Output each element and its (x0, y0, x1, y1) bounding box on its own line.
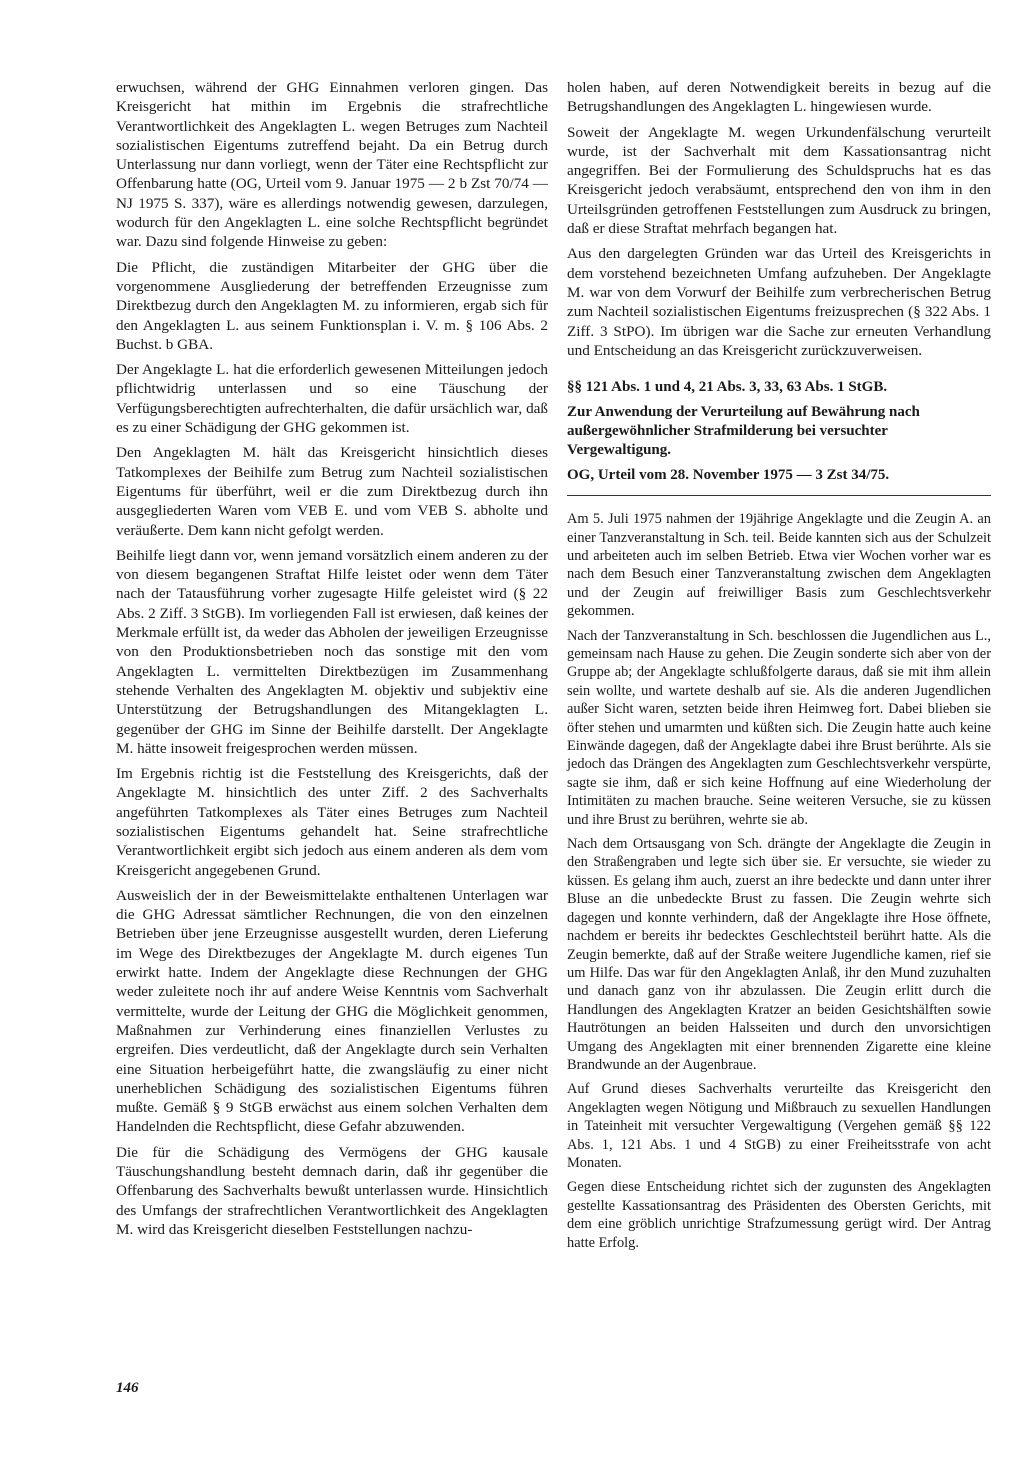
paragraph: Der Angeklagte L. hat die erforderlich gewesenen Mitteilungen jedoch pflichtwidrig unterlassen und so eine Täuschung der Verfügungsberechtigten aufrechterhalten, die dafür ursächlich war, daß es zu einer Schädigung der GHG gekommen ist. (116, 361, 548, 437)
right-column (567, 78, 991, 1258)
paragraph: Die für die Schädigung des Vermögens der GHG kausale Täuschungshandlung besteht demnach darin, daß ihr gegenüber die Offenbarung des Sachverhalts bewußt unterlassen wurde. Hinsichtlich des Umfangs der strafrechtlichen Verantwortlichkeit des Angeklagten M. wird das Kreisgericht dieselben Feststellungen nachzu- (116, 1143, 548, 1238)
paragraph: Beihilfe liegt dann vor, wenn jemand vorsätzlich einem anderen zu der von diesem begangenen Straftat Hilfe leistet oder wenn dem Täter nach der Tatausführung vorher zugesagte Hilfe geleistet wird (§ 22 Abs. 2 Ziff. 3 StGB). Im vorliegenden Fall ist erwiesen, daß keines der Merkmale erfüllt ist, da weder das Abholen der jeweiligen Erzeugnisse von den Produktionsbetrieben noch das sonstige mit den vom Angeklagten L. vermittelten Direktbezügen im Zusammenhang stehende Verhalten des Angeklagten M. objektiv und subjektiv eine Unterstützung der Betrugshandlungen des Mitangeklagten L. gegenüber der GHG im Sinne der Beihilfe darstellt. Der Angeklagte M. hätte insoweit freigesprochen werden müssen. (116, 546, 548, 757)
section-spacer (567, 366, 991, 378)
decision-norms: §§ 121 Abs. 1 und 4, 21 Abs. 3, 33, 63 Abs. 1 StGB. (567, 379, 888, 396)
paragraph: Nach der Tanzveranstaltung in Sch. beschlossen die Jugendlichen aus L., gemeinsam nach Hause zu gehen. Die Zeugin sonderte sich aber von der Gruppe ab; der Angeklagte schlußfolgerte daraus, daß sie mit ihm allein sein wollte, und wartete deshalb auf sie. Als die anderen Jugendlichen außer Sicht waren, setzten beide ihren Heimweg fort. Dabei blieben sie öfter stehen und umarmten und küßten sich. Die Zeugin hatte auch keine Einwände dagegen, daß der Angeklagte dabei ihre Brust berührte. Als sie jedoch das Drängen des Angeklagten zum Geschlechtsverkehr verspürte, sagte sie ihm, daß er sich keine Hoffnung auf eine Wiederholung der Intimitäten zu machen brauche. Seine weiteren Versuche, sie zu küssen und ihre Brust zu berühren, wehrte sie ab. (567, 627, 991, 828)
paragraph: Die Pflicht, die zuständigen Mitarbeiter der GHG über die vorgenommene Ausgliederung der betreffenden Erzeugnisse zum Direktbezug durch den Angeklagten M. zu informieren, ergab sich für den Angeklagten L. aus seinem Funktionsplan i. V. m. § 106 Abs. 2 Buchst. b GBA. (116, 258, 548, 353)
divider (567, 495, 991, 496)
decision-headnote: Zur Anwendung der Verurteilung auf Bewährung nach außergewöhnlicher Strafmilderung bei versuchter Vergewaltigung. (567, 404, 920, 459)
page-number: 146 (116, 1380, 139, 1396)
paragraph: Am 5. Juli 1975 nahmen der 19jährige Angeklagte und die Zeugin A. an einer Tanzveranstaltung in Sch. teil. Beide kannten sich aus der Schulzeit und arbeiteten auch im selben Betrieb. Etwa vier Wochen vorher war es nach dem Besuch einer Tanzveranstaltung zwischen dem Angeklagten und der Zeugin auf freiwilliger Basis zum Geschlechtsverkehr gekommen. (567, 511, 991, 620)
paragraph: Den Angeklagten M. hält das Kreisgericht hinsichtlich dieses Tatkomplexes der Beihilfe zum Betrug zum Nachteil sozialistischen Eigentums für überführt, weil er die zum Direktbezug durch ihn ausgegliederten Waren vom VEB E. und vom VEB S. abholte und veräußerte. Dem kann nicht gefolgt werden. (116, 444, 548, 539)
paragraph: Gegen diese Entscheidung richtet sich der zugunsten des Angeklagten gestellte Kassationsantrag des Präsidenten des Obersten Gerichts, mit dem eine gröblich unrichtige Strafzumessung gerügt wird. Der Antrag hatte Erfolg. (567, 1179, 991, 1251)
paragraph: Soweit der Angeklagte M. wegen Urkundenfälschung verurteilt wurde, ist der Sachverhalt mit dem Kassationsantrag nicht angegriffen. Bei der Formulierung des Schuldspruchs hat es das Kreisgericht jedoch verabsäumt, entsprechend den von ihm in den Urteilsgründen getroffenen Feststellungen zum Ausdruck zu bringen, daß er diese Straftat mehrfach begangen hat. (567, 123, 991, 238)
paragraph: erwuchsen, während der GHG Einnahmen verloren gingen. Das Kreisgericht hat mithin im Ergebnis die strafrechtliche Verantwortlichkeit des Angeklagten L. wegen Betruges zum Nachteil sozialistischen Eigentums zutreffend bejaht. Da ein Betrug durch Unterlassung nur dann vorliegt, wenn der Täter eine Rechtspflicht zur Offenbarung hatte (OG, Urteil vom 9. Januar 1975 — 2 b Zst 70/74 — NJ 1975 S. 337), wäre es allerdings notwendig gewesen, darzulegen, wodurch für den Angeklagten L. eine solche Rechtspflicht begründet war. Dazu sind folgende Hinweise zu geben: (116, 79, 548, 251)
left-column (116, 78, 548, 1245)
paragraph: Ausweislich der in der Beweismittelakte enthaltenen Unterlagen war die GHG Adressat sämtlicher Rechnungen, die von den einzelnen Betrieben über jene Erzeugnisse ausgestellt wurden, deren Lieferung im Wege des Direktbezuges der Angeklagte M. durch eigenes Tun erwirkt hatte. Indem der Angeklagte diese Rechnungen der GHG weder zuleitete noch ihr auf andere Weise Kenntnis vom Sachverhalt vermittelte, wurde der Leitung der GHG die Möglichkeit genommen, Maßnahmen zur Verhinderung eines finanziellen Verlustes zu ergreifen. Dies verdeutlicht, daß der Angeklagte durch sein Verhalten eine Situation herbeigeführt hatte, die zwangsläufig zu einer nicht unerheblichen Schädigung des sozialistischen Eigentums führen mußte. Gemäß § 9 StGB erwächst aus einem solchen Verhalten dem Handelnden die Rechtspflicht, diese Gefahr abzuwenden. (116, 886, 548, 1136)
paragraph: Nach dem Ortsausgang von Sch. drängte der Angeklagte die Zeugin in den Straßengraben und legte sich über sie. Er versuchte, sie wieder zu küssen. Es gelang ihm auch, zuerst an ihre bedeckte und dann unter ihrer Bluse an die unbedeckte Brust zu fassen. Die Zeugin wehrte sich dagegen und konnte verhindern, daß der Angeklagte ihre Hose öffnete, nachdem er bereits ihr bedecktes Geschlechtsteil berührt hatte. Als die Zeugin bemerkte, daß auf der Straße weitere Jugendliche kamen, rief sie um Hilfe. Das war für den Angeklagten Anlaß, ihr den Mund zuzuhalten und danach ganz von ihr abzulassen. Die Zeugin erlitt durch die Handlungen des Angeklagten Kratzer an beiden Gesichtshälften sowie Hautrötungen an beiden Halsseiten und durch den unvorsichtigen Umgang des Angeklagten mit einer brennenden Zigarette eine kleine Brandwunde an der Augenbraue. (567, 836, 991, 1073)
decision-citation: OG, Urteil vom 28. November 1975 — 3 Zst 34/75. (567, 467, 890, 484)
paragraph: Auf Grund dieses Sachverhalts verurteilte das Kreisgericht den Angeklagten wegen Nötigung und Mißbrauch zu sexuellen Handlungen in Tateinheit mit versuchter Vergewaltigung (Vergehen gemäß §§ 122 Abs. 1, 121 Abs. 1 und 4 StGB) zu einer Freiheitsstrafe von acht Monaten. (567, 1081, 991, 1171)
paragraph: Im Ergebnis richtig ist die Feststellung des Kreisgerichts, daß der Angeklagte M. hinsichtlich des unter Ziff. 2 des Sachverhalts angeführten Tatkomplexes als Täter eines Betruges zum Nachteil sozialistischen Eigentums gehandelt hat. Seine strafrechtliche Verantwortlichkeit ergibt sich jedoch aus einem anderen als dem vom Kreisgericht angegebenen Grund. (116, 765, 548, 879)
paragraph: holen haben, auf deren Notwendigkeit bereits in bezug auf die Betrugshandlungen des Angeklagten L. hingewiesen wurde. (567, 79, 991, 116)
paragraph: Aus den dargelegten Gründen war das Urteil des Kreisgerichts in dem vorstehend bezeichneten Umfang aufzuheben. Der Angeklagte M. war von dem Vorwurf der Beihilfe zum verbrecherischen Betrug zum Nachteil sozialistischen Eigentums freizusprechen (§ 322 Abs. 1 Ziff. 3 StPO). Im übrigen war die Sache zur erneuten Verhandlung und Entscheidung an das Kreisgericht zurückzuverweisen. (567, 245, 991, 359)
